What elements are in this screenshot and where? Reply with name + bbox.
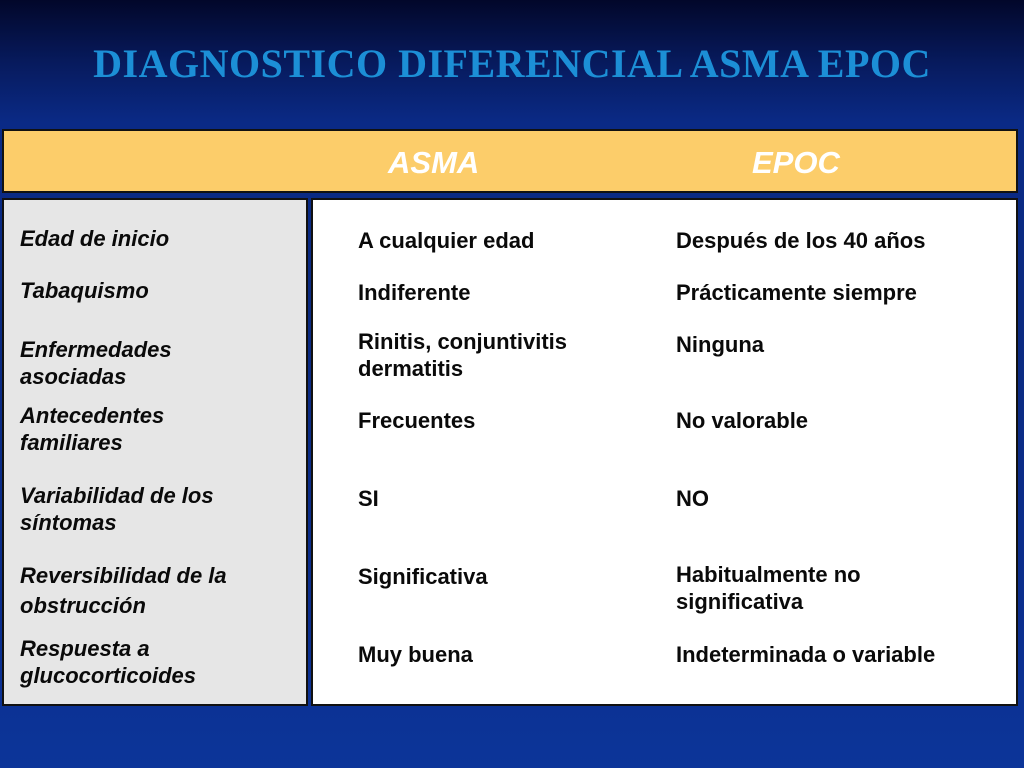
epoc-value-respuesta-glucocorticoides: Indeterminada o variable — [676, 642, 936, 667]
epoc-value-reversibilidad-obstruccion: Habitualmente no significativa — [676, 562, 861, 614]
column-header-asma: ASMA — [388, 145, 480, 180]
asma-value-tabaquismo: Indiferente — [358, 280, 471, 305]
column-header-epoc: EPOC — [752, 145, 840, 180]
asma-value-respuesta-glucocorticoides: Muy buena — [358, 642, 473, 667]
epoc-value-tabaquismo: Prácticamente siempre — [676, 280, 917, 305]
epoc-value-variabilidad-sintomas: NO — [676, 486, 709, 511]
asma-value-edad-de-inicio: A cualquier edad — [358, 228, 535, 253]
row-label-antecedentes-familiares: Antecedentes familiares — [20, 403, 165, 455]
asma-value-enfermedades-asociadas: Rinitis, conjuntivitis dermatitis — [358, 329, 568, 381]
asma-value-antecedentes-familiares: Frecuentes — [358, 408, 476, 433]
row-label-variabilidad-sintomas: Variabilidad de los síntomas — [20, 483, 214, 535]
epoc-value-antecedentes-familiares: No valorable — [676, 408, 809, 433]
row-label-reversibilidad-obstruccion: Reversibilidad de la obstrucción — [20, 563, 227, 618]
row-label-edad-de-inicio: Edad de inicio — [20, 226, 170, 251]
table-header-bar — [2, 129, 1018, 193]
asma-value-variabilidad-sintomas: SI — [358, 486, 379, 511]
slide-title: DIAGNOSTICO DIFERENCIAL ASMA EPOC — [93, 41, 931, 86]
epoc-value-enfermedades-asociadas: Ninguna — [676, 332, 764, 357]
row-label-tabaquismo: Tabaquismo — [20, 278, 149, 303]
asma-value-reversibilidad-obstruccion: Significativa — [358, 564, 488, 589]
value-panel — [311, 198, 1018, 706]
row-label-enfermedades-asociadas: Enfermedades asociadas — [20, 337, 172, 389]
epoc-value-edad-de-inicio: Después de los 40 años — [676, 228, 926, 253]
row-label-respuesta-glucocorticoides: Respuesta a glucocorticoides — [20, 636, 197, 688]
